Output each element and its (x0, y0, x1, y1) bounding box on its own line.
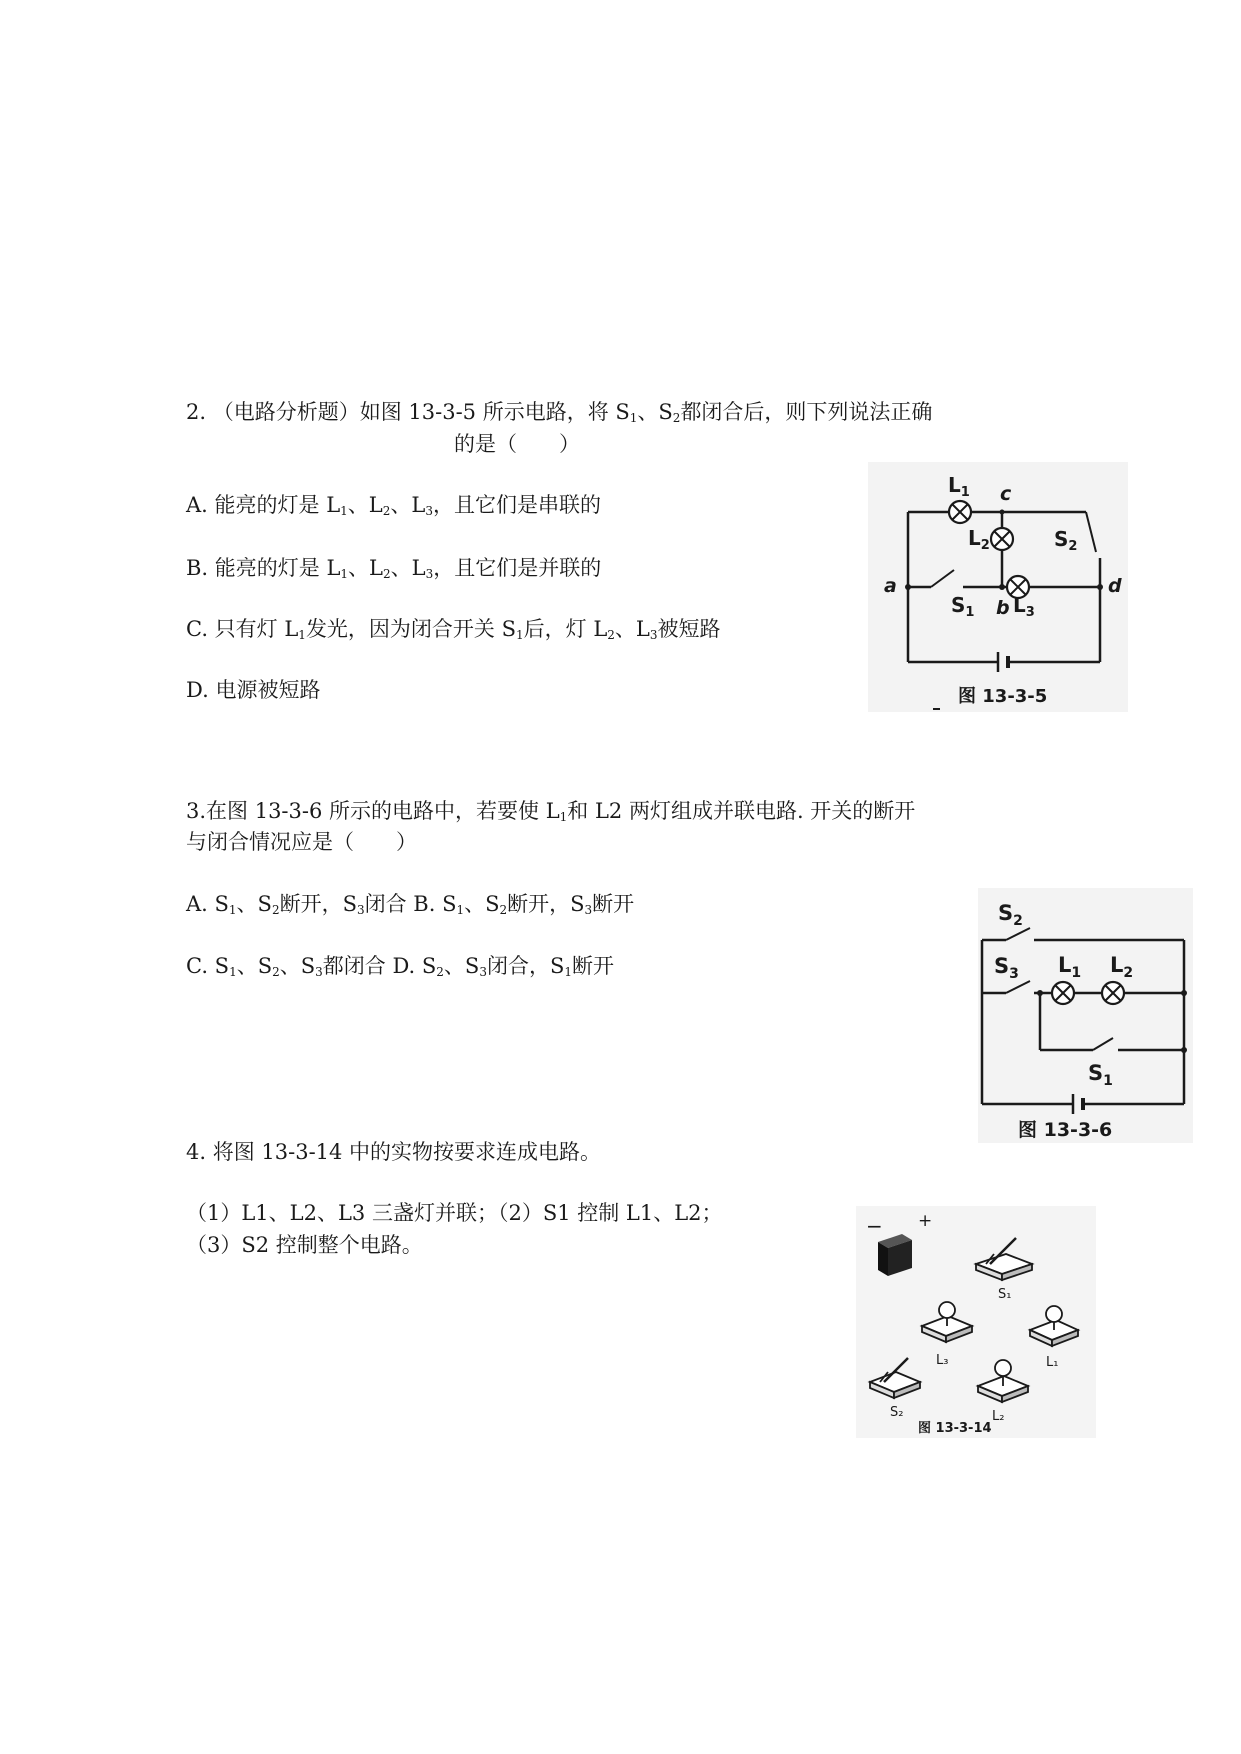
figure-caption: 图 13-3-14 (918, 1421, 992, 1436)
svg-text:S2: $S_2$ (1054, 527, 1078, 554)
svg-text:S1: $S_1$ (951, 593, 975, 620)
figure-13-3-14 (856, 1206, 1096, 1438)
svg-text:L₃: L₃ (936, 1353, 949, 1368)
svg-text:L1: $L_1$ (1058, 953, 1082, 981)
figure-13-3-5 (868, 462, 1128, 712)
svg-text:S₁: S₁ (998, 1287, 1012, 1302)
figure-caption: 图 13-3-5 (958, 686, 1048, 707)
svg-text:a: a (884, 575, 897, 597)
q3-stem-line2: 与闭合情况应是（ ） (186, 830, 417, 854)
q2-option-c: C. 只有灯 $L_1$发光，因为闭合开关 $S_1$后，灯 $L_2$、$L_3$被短路 (186, 617, 721, 642)
q2-option-a: A. 能亮的灯是 $L_1$、$L_2$、$L_3$，且它们是串联的 (186, 493, 601, 518)
q3-options-cd: C. $S_1$、$S_2$、$S_3$都闭合 D. $S_2$、$S_3$闭合，$S_1$断开 (186, 954, 614, 979)
svg-text:S₂: S₂ (890, 1405, 904, 1420)
q3-stem-line1: 3.在图 13-3-6 所示的电路中，若要使 $L_1$和 L2 两灯组成并联电路. 开关的断开 (186, 799, 916, 824)
q4-requirement-2: （3）S2 控制整个电路。 (186, 1233, 423, 1257)
svg-text:d: d (1108, 575, 1122, 597)
svg-text:−: − (866, 1214, 883, 1238)
svg-text:L1: $L_1$ (948, 473, 970, 500)
svg-text:L₁: L₁ (1046, 1355, 1059, 1370)
q2-option-d: D. 电源被短路 (186, 678, 321, 702)
svg-text:S1: $S_1$ (1088, 1061, 1113, 1089)
svg-text:+: + (918, 1211, 933, 1231)
q2-option-b: B. 能亮的灯是 $L_1$、$L_2$、$L_3$，且它们是并联的 (186, 556, 602, 581)
figure-caption: 图 13-3-6 (1018, 1119, 1113, 1141)
battery-icon (878, 1234, 912, 1276)
svg-text:L2: $L_2$ (1110, 953, 1134, 981)
svg-text:L₂: L₂ (992, 1409, 1005, 1424)
svg-text:L2: $L_2$ (968, 526, 990, 553)
svg-text:L3: $L_3$ (1013, 593, 1035, 620)
svg-text:c: c (1000, 483, 1012, 505)
q2-stem-line2: 的是（ ） (454, 432, 580, 456)
q4-requirement-1: （1）L1、L2、L3 三盏灯并联；（2）S1 控制 L1、L2； (186, 1201, 723, 1225)
q4-stem: 4. 将图 13-3-14 中的实物按要求连成电路。 (186, 1140, 602, 1164)
svg-text:S3: $S_3$ (994, 954, 1019, 982)
svg-text:b: b (996, 597, 1010, 619)
q3-options-ab: A. $S_1$、$S_2$断开，$S_3$闭合 B. $S_1$、$S_2$断开，$S_3$断开 (186, 892, 635, 917)
figure-13-3-6 (978, 888, 1193, 1143)
svg-text:S2: $S_2$ (998, 901, 1023, 929)
q2-stem-line1: 2. （电路分析题）如图 13-3-5 所示电路，将 $S_1$、$S_2$都闭合后，则下列说法正确 (186, 400, 933, 425)
